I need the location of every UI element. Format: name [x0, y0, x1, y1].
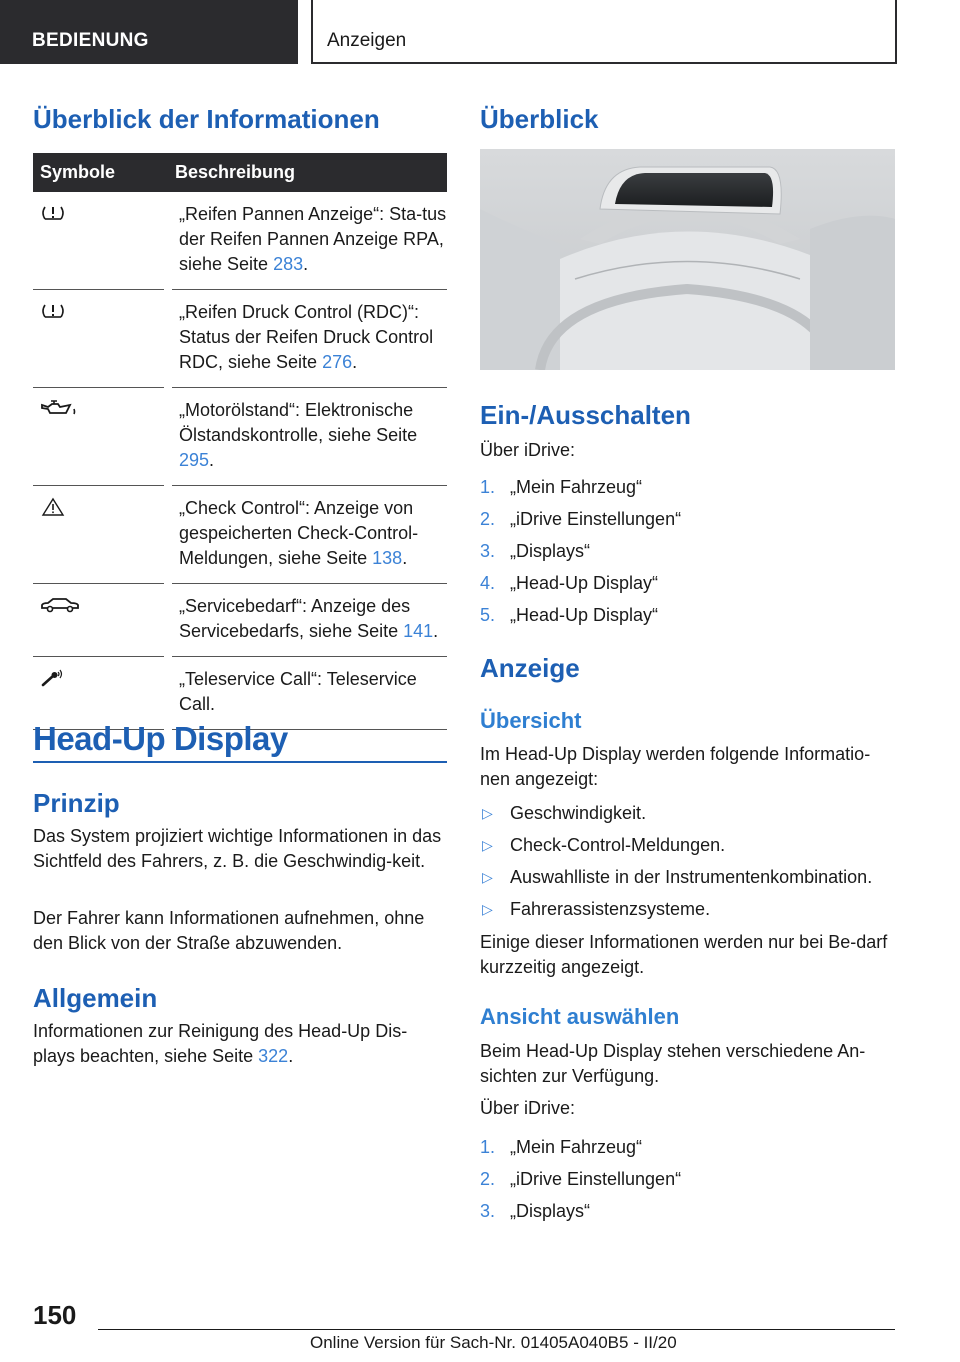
uebersicht-bullets [480, 797, 872, 925]
row-text: „Teleservice Call“: Teleservice Call. [179, 669, 417, 714]
prinzip-title: Prinzip [33, 788, 120, 818]
hud-title-rule [33, 761, 447, 763]
table-row [33, 657, 447, 730]
list-item: ▷ Check-Control-Meldungen. [482, 835, 726, 855]
list-item: 4. „Head-Up Display“ [480, 573, 659, 593]
list-item: 3. „Displays“ [480, 541, 591, 561]
row-text: „Check Control“: Anzeige von gespeicherten Check-Control-Meldungen, siehe Seite [179, 498, 419, 568]
hud-photo [480, 149, 895, 370]
tire-warning-icon [40, 203, 66, 223]
row-text: „Motorölstand“: Elektronische Ölstandskontrolle, siehe Seite [179, 400, 418, 445]
hud-title: Head-Up Display [33, 720, 288, 757]
oil-can-icon [40, 399, 80, 419]
col-description-header: Beschreibung [168, 153, 447, 192]
page-number: 150 [33, 1300, 77, 1330]
car-service-icon [40, 595, 80, 615]
ansicht-text: Beim Head-Up Display stehen verschiedene An-sichten zur Verfügung. [480, 1041, 866, 1086]
allgemein-text: Informationen zur Reinigung des Head-Up Dis-plays beachten, siehe Seite [33, 1021, 408, 1066]
page-link[interactable]: 283 [273, 254, 304, 274]
page-link[interactable]: 138 [372, 548, 403, 568]
list-item: ▷ Geschwindigkeit. [482, 803, 647, 823]
list-item: 1. „Mein Fahrzeug“ [480, 1137, 643, 1157]
table-row: „Reifen Pannen Anzeige“: Sta-tus der Reifen Pannen Anzeige RPA, siehe Seite 283. [33, 192, 447, 290]
col-symbols-header: Symbole [33, 153, 168, 192]
overview-right-title: Überblick [480, 104, 599, 134]
table-row: „Check Control“: Anzeige von gespeicherten Check-Control-Meldungen, siehe Seite 138. [33, 486, 447, 584]
header-chapter [311, 0, 897, 64]
anzeige-note: Einige dieser Informationen werden nur bei Be-darf kurzzeitig angezeigt. [480, 932, 888, 977]
ein-aus-steps [480, 471, 681, 631]
row-text: „Reifen Pannen Anzeige“: Sta-tus der Reifen Pannen Anzeige RPA, siehe Seite [179, 204, 447, 274]
wrench-signal-icon [40, 668, 66, 688]
list-item: 3. „Displays“ [480, 1201, 591, 1221]
uebersicht-title: Übersicht [480, 708, 582, 733]
symbols-table [33, 153, 447, 730]
tire-pressure-icon [40, 301, 66, 321]
page-link[interactable]: 276 [322, 352, 353, 372]
anzeige-title: Anzeige [480, 653, 580, 683]
uebersicht-text: Im Head-Up Display werden folgende Informatio-nen angezeigt: [480, 744, 871, 789]
page-link[interactable]: 295 [179, 450, 210, 470]
ansicht-title: Ansicht auswählen [480, 1004, 680, 1029]
header-chapter-label: Anzeigen [327, 30, 407, 51]
row-text: „Servicebedarf“: Anzeige des Servicebedarfs, siehe Seite [179, 596, 411, 641]
allgemein-paragraph: Informationen zur Reinigung des Head-Up Dis-plays beachten, siehe Seite 322. [33, 1021, 408, 1066]
list-item: 5. „Head-Up Display“ [480, 605, 659, 625]
footer-text: Online Version für Sach-Nr. 01405A040B5 - II/20 [310, 1333, 677, 1352]
warning-triangle-icon [40, 497, 66, 517]
table-row: „Motorölstand“: Elektronische Ölstandskontrolle, siehe Seite 295. [33, 388, 447, 486]
overview-title: Überblick der Informationen [33, 104, 380, 134]
ansicht-steps [480, 1131, 681, 1227]
list-item: 2. „iDrive Einstellungen“ [480, 509, 682, 529]
ansicht-intro: Über iDrive: [480, 1098, 576, 1118]
table-row: „Servicebedarf“: Anzeige des Servicebedarfs, siehe Seite 141. [33, 584, 447, 657]
list-item: ▷ Auswahlliste in der Instrumentenkombination. [482, 867, 873, 887]
page-link[interactable]: 322 [258, 1046, 289, 1066]
row-text: „Reifen Druck Control (RDC)“: Status der Reifen Druck Control RDC, siehe Seite [179, 302, 434, 372]
header-section [0, 0, 298, 64]
prinzip-paragraph-2: Der Fahrer kann Informationen aufnehmen, ohne den Blick von der Straße abzuwenden. [33, 908, 425, 953]
header-section-label: BEDIENUNG [32, 30, 149, 51]
list-item: 2. „iDrive Einstellungen“ [480, 1169, 682, 1189]
footer-rule [98, 1329, 895, 1330]
ein-aus-intro: Über iDrive: [480, 440, 576, 460]
page-link[interactable]: 141 [403, 621, 434, 641]
ein-aus-title: Ein-/Ausschalten [480, 400, 691, 430]
prinzip-paragraph-1: Das System projiziert wichtige Informationen in das Sichtfeld des Fahrers, z. B. die Geschwindig-keit. [33, 826, 442, 871]
list-item: 1. „Mein Fahrzeug“ [480, 477, 643, 497]
list-item: ▷ Fahrerassistenzsysteme. [482, 899, 711, 919]
table-row: „Reifen Druck Control (RDC)“: Status der Reifen Druck Control RDC, siehe Seite 276. [33, 290, 447, 388]
allgemein-title: Allgemein [33, 983, 158, 1013]
